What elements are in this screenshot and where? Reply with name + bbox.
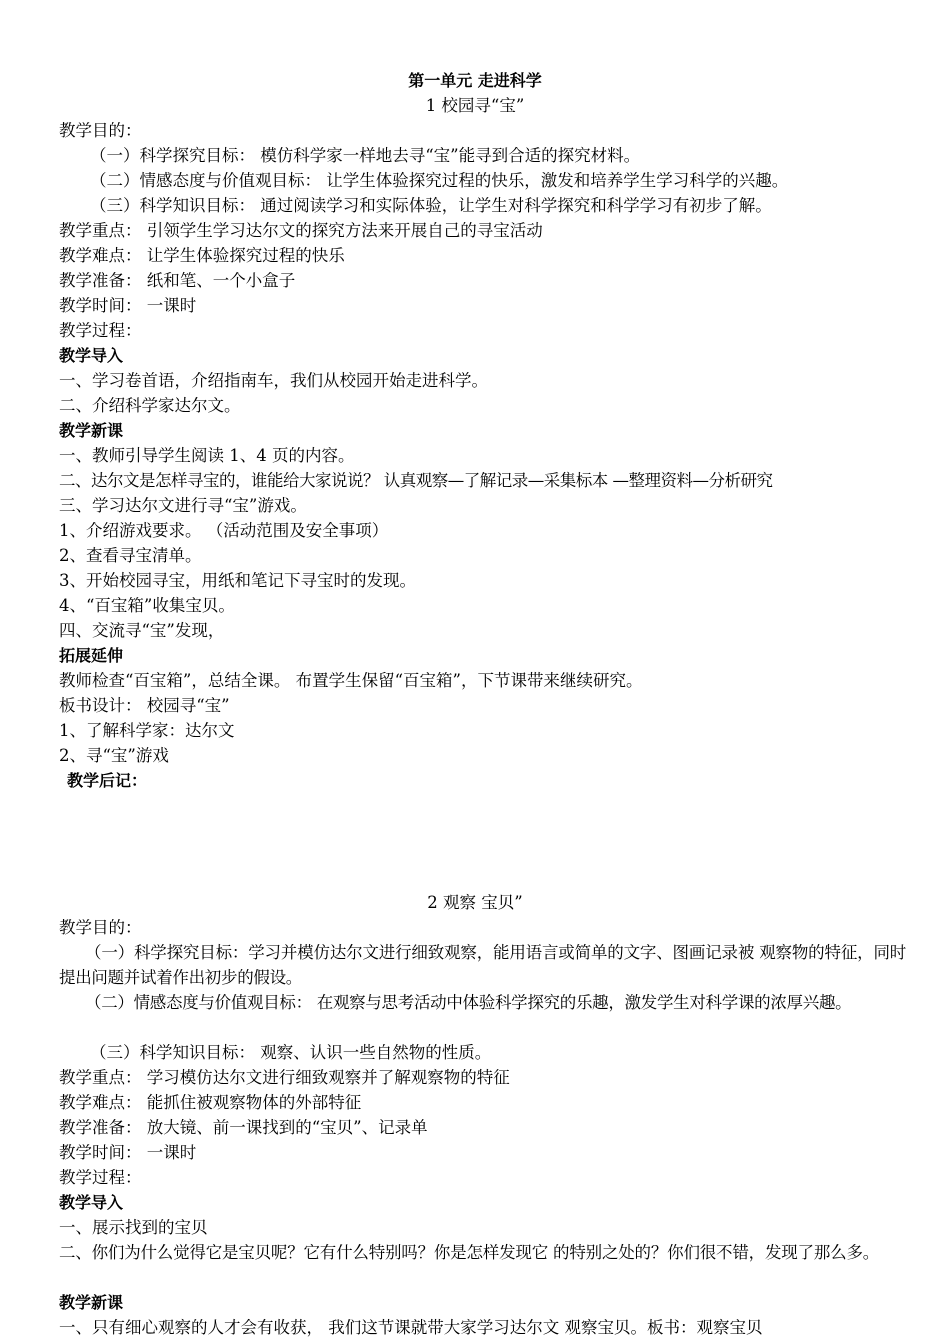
lesson1-time: 教学时间： 一课时 [59, 296, 197, 315]
lesson2-objectives-label: 教学目的： [59, 918, 142, 937]
lesson2-new-1: 一、只有细心观察的人才会有收获， 我们这节课就带大家学习达尔文 观察宝贝。板书：观察宝贝 [59, 1318, 763, 1337]
lesson1-board-2: 2、寻“宝”游戏 [59, 746, 169, 765]
lesson1-new-heading: 教学新课 [59, 421, 124, 440]
lesson1-new-1: 一、教师引导学生阅读 1、4 页的内容。 [59, 446, 355, 465]
lesson1-difficulty: 教学难点： 让学生体验探究过程的快乐 [59, 246, 345, 265]
lesson2-key-point: 教学重点： 学习模仿达尔文进行细致观察并了解观察物的特征 [59, 1068, 510, 1087]
lesson1-extension-heading: 拓展延伸 [59, 646, 124, 665]
lesson2-preparation: 教学准备： 放大镜、前一课找到的“宝贝”、记录单 [59, 1118, 428, 1137]
lesson2-intro-2: 二、你们为什么觉得它是宝贝呢？它有什么特别吗？你是怎样发现它 的特别之处的？你们很不错，发现了那么多。 [59, 1243, 880, 1262]
lesson1-step-4: 4、“百宝箱”收集宝贝。 [59, 596, 235, 615]
lesson1-extension-1: 教师检查“百宝箱”，总结全课。 布置学生保留“百宝箱”，下节课带来继续研究。 [59, 671, 643, 690]
lesson2-objective-1: （一）科学探究目标：学习并模仿达尔文进行细致观察，能用语言或简单的文字、图画记录被 观察物的特征，同时提出问题并试着作出初步的假设。 [59, 943, 906, 987]
lesson1-step-2: 2、查看寻宝清单。 [59, 546, 202, 565]
lesson2-intro-1: 一、展示找到的宝贝 [59, 1218, 208, 1237]
unit-title: 第一单元 走进科学 [408, 71, 542, 90]
lesson1-board-design: 板书设计： 校园寻“宝” [59, 696, 230, 715]
lesson1-new-4: 四、交流寻“宝”发现， [59, 621, 225, 640]
lesson2-new-heading: 教学新课 [59, 1293, 124, 1312]
lesson1-new-2: 二、达尔文是怎样寻宝的，谁能给大家说说？ 认真观察—了解记录—采集标本 —整理资料—分析研究 [59, 471, 773, 490]
lesson1-step-3: 3、开始校园寻宝，用纸和笔记下寻宝时的发现。 [59, 571, 416, 590]
lesson2-objective-2: （二）情感态度与价值观目标： 在观察与思考活动中体验科学探究的乐趣，激发学生对科学课的浓厚兴趣。 [85, 993, 852, 1012]
lesson2-objective-3: （三）科学知识目标： 观察、认识一些自然物的性质。 [90, 1043, 492, 1062]
lesson1-intro-2: 二、介绍科学家达尔文。 [59, 396, 241, 415]
lesson1-process: 教学过程： [59, 321, 142, 340]
lesson1-intro-heading: 教学导入 [59, 346, 124, 365]
lesson2-difficulty: 教学难点： 能抓住被观察物体的外部特征 [59, 1093, 362, 1112]
lesson1-notes-heading: 教学后记： [67, 771, 148, 790]
lesson1-title: 1 校园寻“宝” [425, 96, 525, 115]
lesson1-preparation: 教学准备： 纸和笔、一个小盒子 [59, 271, 296, 290]
lesson1-step-1: 1、介绍游戏要求。 （活动范围及安全事项） [59, 521, 389, 540]
lesson2-time: 教学时间： 一课时 [59, 1143, 197, 1162]
lesson2-title: 2 观察 宝贝” [427, 893, 523, 912]
lesson1-board-1: 1、了解科学家：达尔文 [59, 721, 235, 740]
lesson1-objective-1: （一）科学探究目标： 模仿科学家一样地去寻“宝”能寻到合适的探究材料。 [90, 146, 641, 165]
lesson2-intro-heading: 教学导入 [59, 1193, 124, 1212]
lesson1-new-3: 三、学习达尔文进行寻“宝”游戏。 [59, 496, 307, 515]
lesson1-objective-2: （二）情感态度与价值观目标： 让学生体验探究过程的快乐，激发和培养学生学习科学的兴趣。 [90, 171, 789, 190]
lesson1-intro-1: 一、学习卷首语，介绍指南车，我们从校园开始走进科学。 [59, 371, 488, 390]
lesson1-objectives-label: 教学目的： [59, 121, 142, 140]
lesson1-key-point: 教学重点： 引领学生学习达尔文的探究方法来开展自己的寻宝活动 [59, 221, 543, 240]
lesson1-objective-3: （三）科学知识目标： 通过阅读学习和实际体验，让学生对科学探究和科学学习有初步了解。 [90, 196, 772, 215]
lesson2-process: 教学过程： [59, 1168, 142, 1187]
